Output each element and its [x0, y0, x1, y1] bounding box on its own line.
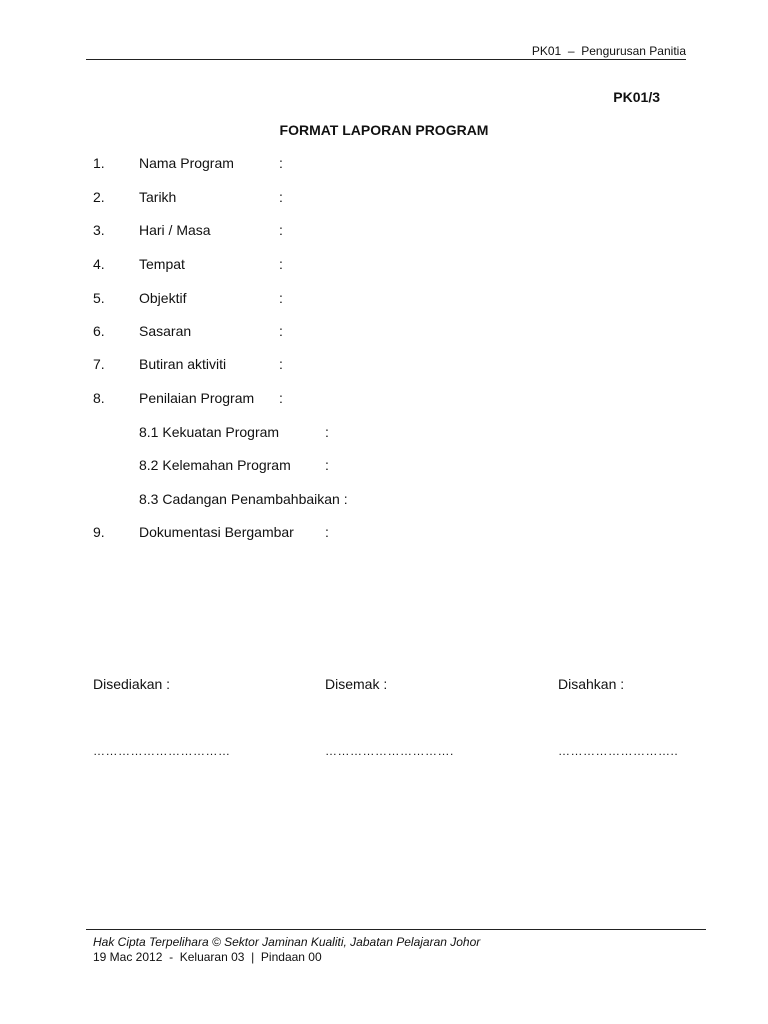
subfield-label: 8.1 Kekuatan Program: [139, 424, 280, 440]
field-colon: :: [279, 390, 283, 406]
field-label: Tarikh: [139, 189, 177, 205]
running-header: [532, 44, 686, 58]
footer-copyright: Hak Cipta Terpelihara © Sektor Jaminan Kualiti, Jabatan Pelajaran Johor: [93, 935, 481, 949]
field-number: 3.: [93, 222, 105, 238]
subfield-colon: :: [325, 424, 329, 440]
checked-by-label: Disemak :: [325, 676, 388, 692]
footer-revision-info: [93, 950, 322, 964]
field-number: 6.: [93, 323, 105, 339]
field-number: 4.: [93, 256, 105, 272]
prepared-signature-line: ……………………………: [93, 744, 231, 758]
footer-issue: Keluaran 03: [179, 950, 245, 964]
approved-by-label: Disahkan :: [558, 676, 625, 692]
footer-sep: |: [251, 950, 255, 964]
header-section: Pengurusan Panitia: [581, 44, 686, 58]
field-label: Hari / Masa: [139, 222, 211, 238]
field-number: 2.: [93, 189, 105, 205]
field-colon: :: [325, 524, 329, 540]
field-colon: :: [279, 323, 283, 339]
approved-signature-line: ………………………..: [558, 744, 679, 758]
header-rule: [86, 59, 686, 60]
field-colon: :: [279, 356, 283, 372]
document-code: PK01/3: [613, 89, 660, 105]
subfield-colon: :: [325, 457, 329, 473]
field-number: 7.: [93, 356, 105, 372]
field-number: 5.: [93, 290, 105, 306]
footer-sep: -: [169, 950, 174, 964]
field-label: Penilaian Program: [139, 390, 255, 406]
field-label: Dokumentasi Bergambar: [139, 524, 294, 540]
field-colon: :: [279, 290, 283, 306]
field-label: Tempat: [139, 256, 185, 272]
subfield-label: 8.3 Cadangan Penambahbaikan :: [139, 491, 348, 507]
document-title: FORMAT LAPORAN PROGRAM: [279, 122, 489, 138]
field-colon: :: [279, 155, 283, 171]
field-number: 9.: [93, 524, 105, 540]
field-number: 8.: [93, 390, 105, 406]
footer-date: 19 Mac 2012: [93, 950, 163, 964]
header-separator: –: [567, 44, 575, 58]
checked-signature-line: ………………………….: [325, 744, 454, 758]
subfield-label: 8.2 Kelemahan Program: [139, 457, 291, 473]
header-code: PK01: [531, 44, 562, 58]
footer-revision: Pindaan 00: [260, 950, 322, 964]
field-label: Sasaran: [139, 323, 192, 339]
field-colon: :: [279, 189, 283, 205]
field-colon: :: [279, 256, 283, 272]
field-label: Objektif: [139, 290, 187, 306]
field-label: Butiran aktiviti: [139, 356, 227, 372]
field-number: 1.: [93, 155, 105, 171]
footer-rule: [86, 929, 706, 930]
field-label: Nama Program: [139, 155, 234, 171]
field-colon: :: [279, 222, 283, 238]
prepared-by-label: Disediakan :: [93, 676, 171, 692]
